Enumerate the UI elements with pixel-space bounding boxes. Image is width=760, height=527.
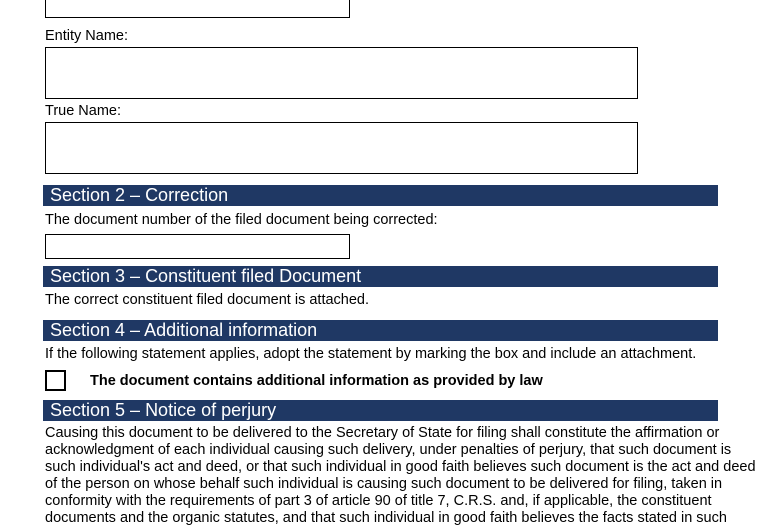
document-number-field[interactable] (45, 234, 350, 259)
section-4-instruction: If the following statement applies, adopt the statement by marking the box and include an attachment. (45, 346, 697, 362)
section-3-statement: The correct constituent filed document is attached. (45, 292, 370, 308)
true-name-field[interactable] (45, 122, 638, 174)
additional-info-checkbox-label: The document contains additional information as provided by law (90, 373, 543, 389)
perjury-notice-paragraph (45, 425, 756, 527)
section-3-header: Section 3 – Constituent filed Document (43, 266, 718, 287)
perjury-notice-line: such individual's act and deed, or that such individual in good faith believes such document is the act and deed (45, 459, 756, 475)
entity-name-label: Entity Name: (45, 28, 128, 44)
perjury-notice-line: Causing this document to be delivered to the Secretary of State for filing shall constitute the affirmation or (45, 425, 720, 441)
perjury-notice-line: of the person on whose behalf such individual is causing such document to be delivered for filing, taken in (45, 476, 723, 492)
perjury-notice-line: acknowledgment of each individual causing such delivery, under penalties of perjury, that such document is (45, 442, 732, 458)
entity-name-field[interactable] (45, 47, 638, 99)
section-2-instruction: The document number of the filed document being corrected: (45, 212, 438, 228)
section-4-header: Section 4 – Additional information (43, 320, 718, 341)
additional-info-checkbox[interactable] (45, 370, 66, 391)
true-name-label: True Name: (45, 103, 122, 119)
top-input-field[interactable] (45, 0, 350, 18)
perjury-notice-line: conformity with the requirements of part 3 of article 90 of title 7, C.R.S. and, if applicable, the constituent (45, 493, 712, 509)
perjury-notice-line: documents and the organic statutes, and that such individual in good faith believes the facts stated in such (45, 510, 727, 526)
section-2-header: Section 2 – Correction (43, 185, 718, 206)
section-5-header: Section 5 – Notice of perjury (43, 400, 718, 421)
